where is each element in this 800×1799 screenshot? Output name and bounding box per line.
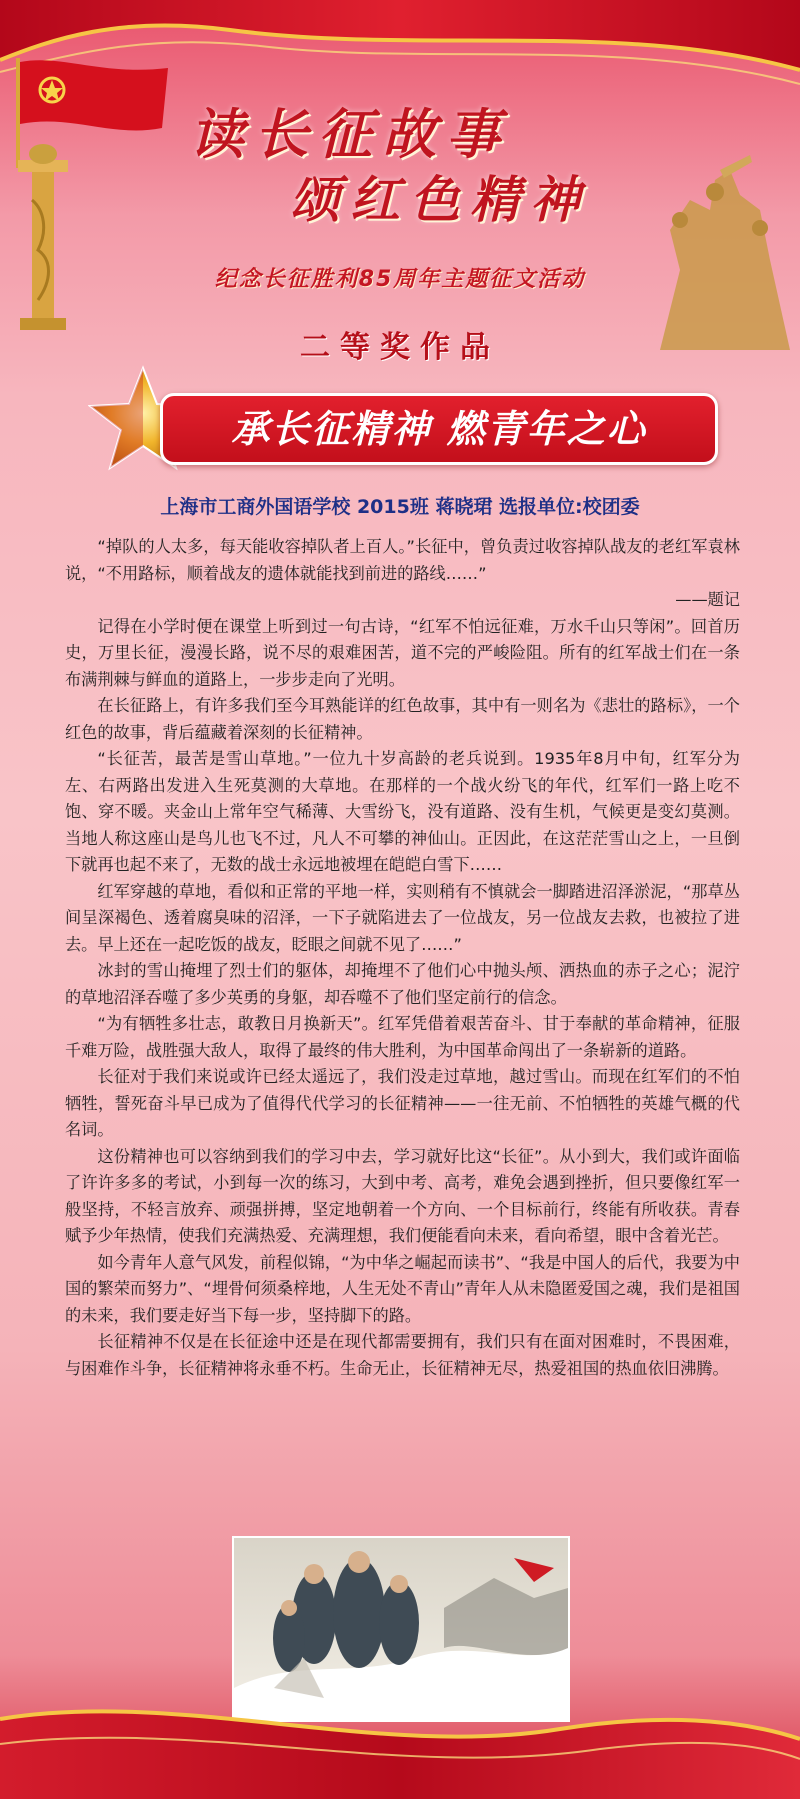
epigraph: “掉队的人太多，每天能收容掉队者上百人。”长征中，曾负责过收容掉队战友的老红军袁林说，“不用路标，顺着战友的遗体就能找到前进的路线……” [65, 537, 740, 583]
epigraph-sign: ——题记 [675, 590, 740, 609]
paragraph: 在长征路上，有许多我们至今耳熟能详的红色故事，其中有一则名为《悲壮的路标》，一个红色的故事，背后蕴藏着深刻的长征精神。 [65, 696, 740, 742]
paragraph: “为有牺牲多壮志，敢教日月换新天”。红军凭借着艰苦奋斗、甘于奉献的革命精神，征服千难万险，战胜强大敌人，取得了最终的伟大胜利，为中国革命闯出了一条崭新的道路。 [65, 1014, 740, 1060]
event-subtitle: 纪念长征胜利85周年主题征文活动 [214, 267, 586, 292]
header [0, 0, 800, 365]
paragraph: 冰封的雪山掩埋了烈士们的躯体，却掩埋不了他们心中抛头颅、洒热血的赤子之心；泥泞的草地沼泽吞噬了多少英勇的身躯，却吞噬不了他们坚定前行的信念。 [65, 961, 740, 1007]
main-title-line2: 颂红色精神 [290, 170, 590, 229]
paragraph: 红军穿越的草地，看似和正常的平地一样，实则稍有不慎就会一脚踏进沼泽淤泥，“那草丛间呈深褐色、透着腐臭味的沼泽，一下子就陷进去了一位战友，另一位战友去救，也被拉了进去。早上还在一起吃饭的战友，眨眼之间就不见了……” [65, 881, 740, 954]
paragraph: 如今青年人意气风发，前程似锦，“为中华之崛起而读书”、“我是中国人的后代，我要为中国的繁荣而努力”、“埋骨何须桑梓地，人生无处不青山”青年人从未隐匿爱国之魂，我们是祖国的未来，我们要走好当下每一步，坚持脚下的路。 [65, 1252, 740, 1325]
article-body [65, 534, 740, 1382]
award-label: 二等奖作品 [300, 330, 500, 365]
paragraph: 记得在小学时便在课堂上听到过一句古诗，“红军不怕远征难，万水千山只等闲”。回首历史，万里长征，漫漫长路，说不尽的艰难困苦，道不完的严峻险阻。所有的红军战士们在一条布满荆棘与鲜血的道路上，一步步走向了光明。 [65, 616, 740, 689]
bottom-ribbon-decoration [0, 1649, 800, 1799]
paragraph: 长征对于我们来说或许已经太遥远了，我们没走过草地，越过雪山。而现在红军们的不怕牺牲，誓死奋斗早已成为了值得代代学习的长征精神——一往无前、不怕牺牲的英雄气概的代名词。 [65, 1067, 740, 1139]
main-title-line1: 读长征故事 [190, 102, 510, 166]
author-line: 上海市工商外国语学校 2015班 蒋晓珺 选报单位:校团委 [160, 496, 640, 518]
paragraph: 长征精神不仅是在长征途中还是在现代都需要拥有，我们只有在面对困难时，不畏困难，与困难作斗争，长征精神将永垂不朽。生命无止，长征精神无尽，热爱祖国的热血依旧沸腾。 [65, 1332, 740, 1378]
essay-title-banner: 承长征精神 燃青年之心 [160, 393, 718, 465]
paragraph: “长征苦，最苦是雪山草地。”一位九十岁高龄的老兵说到。1935年8月中旬，红军分为左、右两路出发进入生死莫测的大草地。在那样的一个战火纷飞的年代，红军们一路上吃不饱、穿不暖。夹金山上常年空气稀薄、大雪纷飞，没有道路、没有生机，气候更是变幻莫测。当地人称这座山是鸟儿也飞不过，凡人不可攀的神仙山。正因此，在这茫茫雪山之上，一旦倒下就再也起不来了，无数的战士永远地被埋在皑皑白雪下…… [65, 749, 740, 874]
paragraph: 这份精神也可以容纳到我们的学习中去，学习就好比这“长征”。从小到大，我们或许面临了许许多多的考试，小到每一次的练习，大到中考、高考，难免会遇到挫折，但只要像红军一般坚持，不轻言放弃、顽强拼搏，坚定地朝着一个方向、一个目标前行，终能有所收获。青春赋予少年热情，使我们充满热爱、充满理想，我们便能看向未来，看向希望，眼中含着光芒。 [65, 1146, 740, 1245]
